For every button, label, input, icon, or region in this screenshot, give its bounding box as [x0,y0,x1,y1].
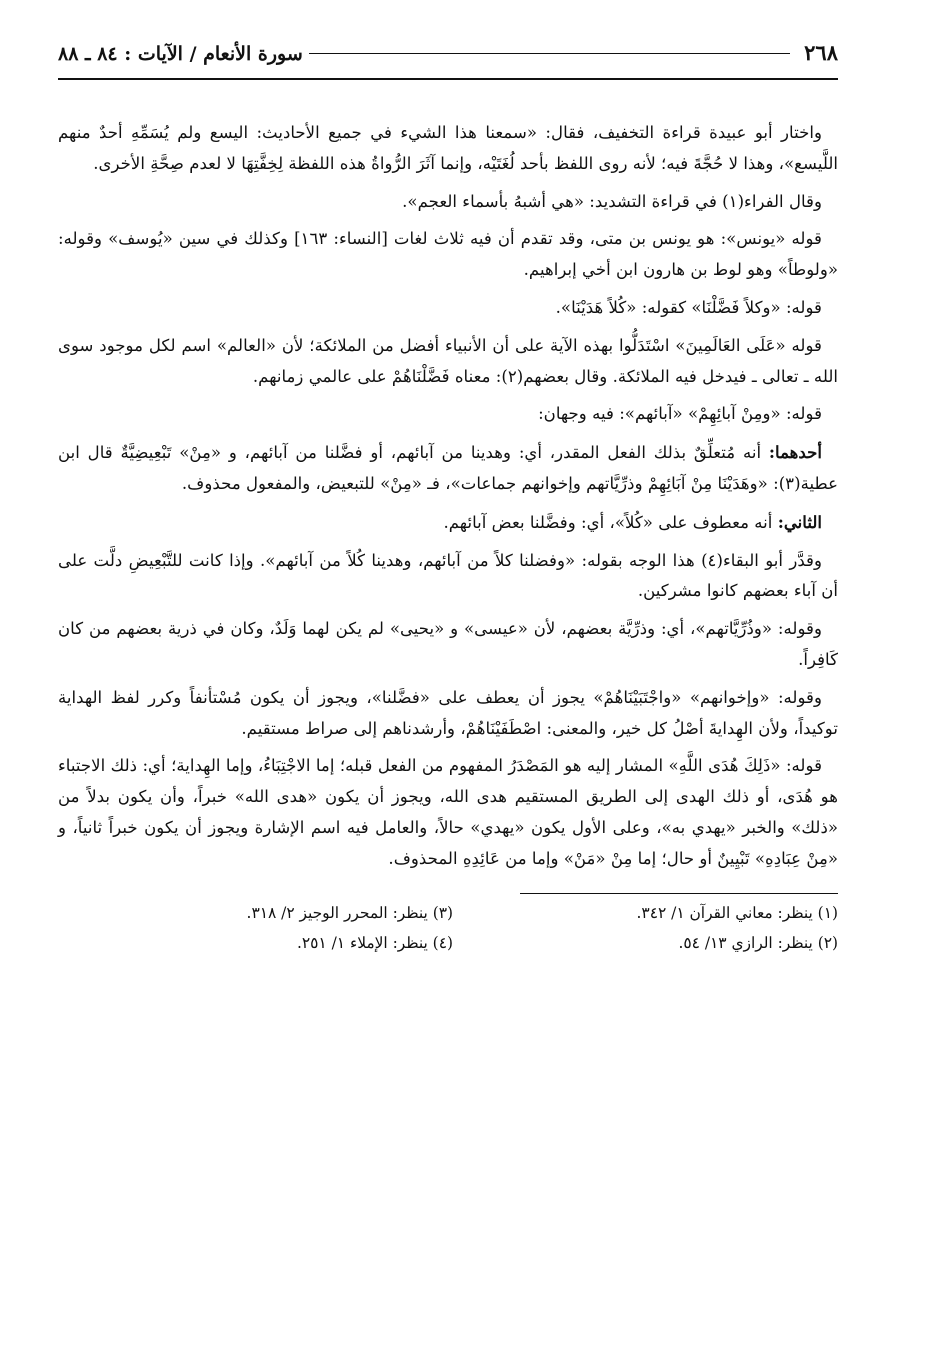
page [58,40,838,954]
main-text [58,118,838,875]
paragraph: الثاني: أنه معطوف على «كُلاً»، أي: وفضَّلنا بعض آبائهم. [443,511,822,532]
footnotes [58,902,838,954]
paragraph: قوله «عَلَى العَالَمِينَ» اسْتَدَلُّوا بهذه الآية على أن الأنبياء أفضل من الملائكة؛ لأن «العالم» اسم لكل موجود سوى الله ـ تعالى ـ فيدخل فيه الملائكة. وقال بعضهم(٢): معناه فَضَّلْنَاهُمْ على عالمي زمانهم. [58,335,838,386]
footnote: (٤) ينظر: الإملاء ١/ ٢٥١. [296,933,453,952]
paragraph: وقوله: «وإخوانهم» «واجْتَبَيْنَاهُمْ» يجوز أن يعطف على «فضَّلنا»، ويجوز أن يكون مُسْتأنفاً وكرر لفظ الهداية توكيداً، ولأن الهِدايةَ أصْلُ كل خير، والمعنى: اصْطَفَيْنَاهُمْ، وأرشدناهم إلى صراط مستقيم. [58,687,838,738]
paragraph: قوله «يونس»: هو يونس بن متى، وقد تقدم أن فيه ثلاث لغات [النساء: ١٦٣] وكذلك في سين «يُوسف» وقوله: «ولوطاً» وهو لوط بن هارون ابن أخي إبراهيم. [58,229,838,280]
paragraph: قوله: «ذَلِكَ هُدَى اللَّهِ» المشار إليه هو المَصْدَرُ المفهوم من الفعل قبله؛ إما الاجْتِبَاءُ، وإما الهِداية؛ أي: ذلك الاجتباء هو هُدَى، أو ذلك الهدى إلى الطريق المستقيم هدى الله، ويجوز أن يكون «هدى الله» خبراً، وأن يكون بدلاً من «ذلك» والخبر «يهدي به»، وعلى الأول يكون «يهدي» حالاً، والعامل فيه اسم الإشارة ويجوز أن يكون خبراً ثانياً، و «مِنْ عِبَادِهِ» تَبْيِينٌ أو حال؛ إما مِنْ «مَنْ» وإما من عَائِدِهِ المحذوف. [58,756,838,868]
paragraph: وقال الفراء(١) في قراءة التشديد: «هي أشبهُ بأسماء العجم». [402,191,822,211]
paragraph: قوله: «ومِنْ آبائِهِمْ» «آبائهم»: فيه وجهان: [538,404,822,424]
paragraph: وقدَّر أبو البقاء(٤) هذا الوجه بقوله: «وفضلنا كلاً من آبائهم، وهدينا كُلاً من آبائهم». وإذا كانت للتَّبْعِيضِ دلَّت على أن آباء بعضهم كانوا مشركين. [58,550,838,601]
paragraph: قوله: «وكلاً فَضَّلْنَا» كقوله: «كُلاً هَدَيْنَا». [555,297,822,317]
header-divider [58,78,838,80]
paragraph: وقوله: «وذُرِّيَّاتهم»، أي: وذرِّيَّة بعضهم، لأن «عيسى» و «يحيى» لم يكن لهما وَلَدٌ، وكان في ذرية بعضهم من كان كَافِراً. [58,619,838,669]
page-number: ٢٦٨ [804,40,838,65]
footnote-divider [520,893,838,894]
footnote: (٣) ينظر: المحرر الوجيز ٢/ ٣١٨. [246,903,453,922]
surah-title: سورة الأنعام / الآيات : ٨٤ ـ ٨٨ [58,43,303,65]
bold-lead: أحدهما: [768,442,822,463]
footnote: (١) ينظر: معاني القرآن ١/ ٣٤٢. [636,903,838,922]
running-header [58,40,838,74]
paragraph: أحدهما: أنه مُتعلِّقٌ بذلك الفعل المقدر، أي: وهدينا من آبائهم، أو فضَّلنا من آبائهم، و «مِنْ» تَبْعِيضِيَّةٌ قال ابن عطية(٣): «وهَدَيْنَا مِنْ آبَائِهِمْ وذرِّيَّاتهم وإخوانهم جماعات»، فـ «مِنْ» للتبعيض، والمفعول محذوف. [58,442,838,493]
bold-lead: الثاني: [777,511,822,532]
header-rule [309,53,790,54]
footnote: (٢) ينظر: الرازي ١٣/ ٥٤. [678,933,838,952]
paragraph: واختار أبو عبيدة قراءة التخفيف، فقال: «سمعنا هذا الشيء في جميع الأحاديث: اليسع ولم يُسَمِّهِ أحدٌ منهم اللَّيسع»، وهذا لا حُجَّةَ فيه؛ لأنه روى اللفظ بأحد لُغَتَيْه، وإنما آثَرَ الرُّواةُ هذه اللفظة لِخِفَّتِهَا لا لعدم صِحَّةِ الأخرى. [58,123,838,173]
